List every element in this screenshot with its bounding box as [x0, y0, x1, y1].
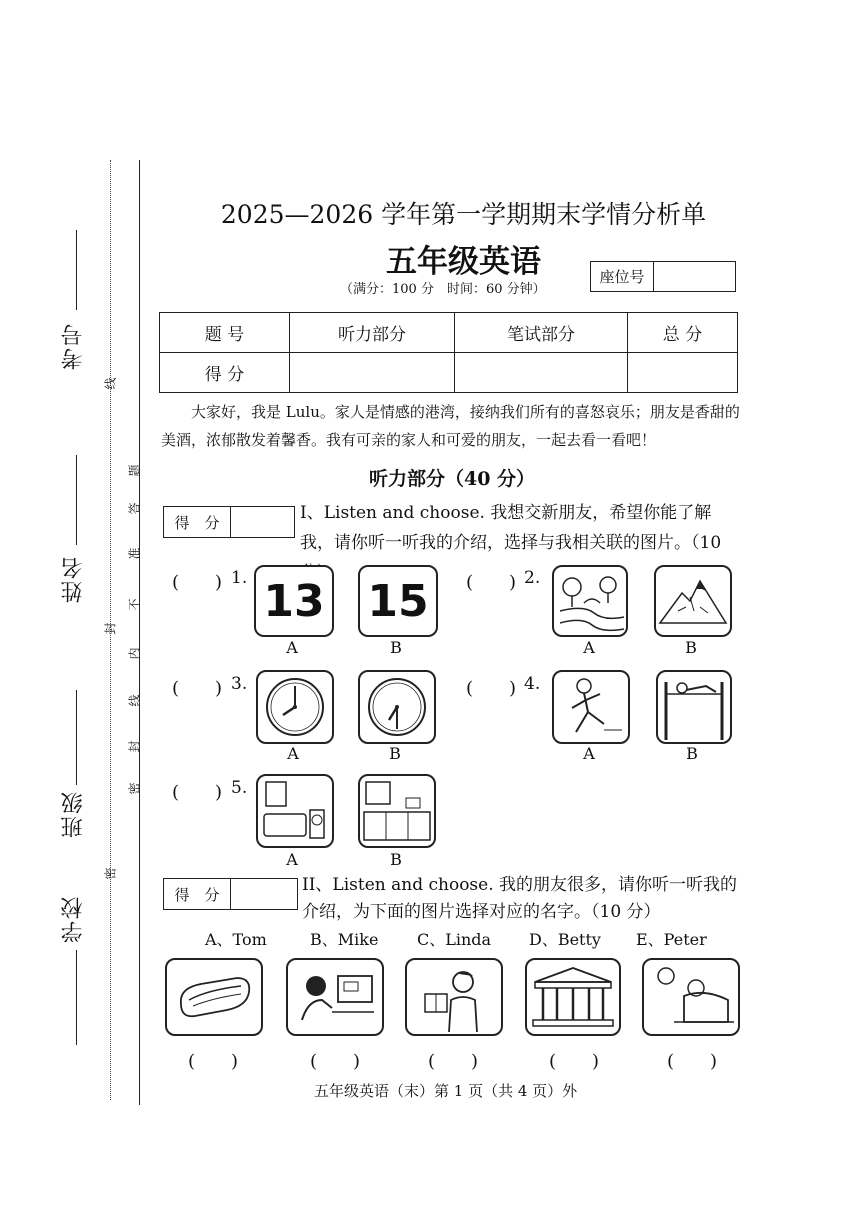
hotdog-icon: [167, 960, 261, 1034]
score-writing-cell[interactable]: [455, 353, 628, 393]
q2-number: 2.: [524, 568, 541, 588]
seal-word: 不: [127, 598, 142, 611]
q3-number: 3.: [231, 674, 248, 694]
answer-paren[interactable]: ( ): [310, 1051, 361, 1072]
part2-score-box[interactable]: [163, 878, 298, 910]
name-option-e: E、Peter: [636, 930, 707, 949]
museum-icon: [527, 960, 619, 1034]
boy-gift-icon: [407, 960, 501, 1034]
class-label: 班级: [61, 790, 86, 838]
seat-label: 座位号: [591, 262, 654, 291]
exam-title: 2025—2026 学年第一学期期末学情分析单: [220, 200, 707, 229]
seal-mark-mid: 封: [103, 622, 118, 635]
score-total-cell[interactable]: [628, 353, 738, 393]
col-listening: 听力部分: [290, 313, 455, 353]
exam-no-label: 考号: [61, 322, 86, 370]
seal-word: 封: [127, 740, 142, 753]
col-writing: 笔试部分: [455, 313, 628, 353]
score-listening-cell[interactable]: [290, 353, 455, 393]
park-river-icon: [554, 567, 626, 635]
q1-label-b: B: [390, 638, 402, 657]
high-jump-icon: [658, 672, 730, 742]
listening-heading: 听力部分（40 分）: [369, 468, 536, 490]
q5-option-b-kitchen-image[interactable]: [358, 774, 436, 848]
picture-hotdog: [165, 958, 263, 1036]
answer-paren[interactable]: ( ): [466, 678, 517, 699]
seal-word: 线: [127, 694, 142, 707]
name-option-b: B、Mike: [310, 930, 379, 949]
picture-boy-gift: [405, 958, 503, 1036]
q3-label-b: B: [389, 744, 401, 763]
seal-word: 准: [127, 547, 142, 560]
q4-label-a: A: [583, 744, 595, 763]
seat-input[interactable]: [654, 262, 735, 291]
clock-eight-icon: [258, 672, 332, 742]
answer-paren[interactable]: ( ): [172, 572, 223, 593]
part1-score-box[interactable]: [163, 506, 295, 538]
q1-option-b[interactable]: [358, 565, 438, 637]
computer-boy-icon: [288, 960, 382, 1034]
name-blank[interactable]: [76, 455, 77, 545]
page-footer: 五年级英语（末）第 1 页（共 4 页）外: [314, 1082, 578, 1100]
picture-sick-in-bed: [642, 958, 740, 1036]
row-score-label: 得 分: [160, 353, 290, 393]
part1-instruction: I、Listen and choose. 我想交新朋友，希望你能了解我，请你听一听我的介绍，选择与我相关联的图片。（10: [300, 503, 722, 553]
q1-label-a: A: [286, 638, 298, 657]
score-input[interactable]: [231, 507, 294, 537]
q5-label-b: B: [390, 850, 402, 869]
q4-option-a-running-image[interactable]: [552, 670, 630, 744]
seal-mark-bottom: 密: [103, 867, 118, 880]
col-question: 题 号: [160, 313, 290, 353]
exam-meta: （满分：100 分 时间：60 分钟）: [340, 282, 546, 297]
kitchen-icon: [360, 776, 434, 846]
class-blank[interactable]: [76, 690, 77, 785]
picture-building: [525, 958, 621, 1036]
name-option-c: C、Linda: [417, 930, 492, 949]
seal-word: 内: [127, 647, 142, 660]
q4-option-b-highjump-image[interactable]: [656, 670, 732, 744]
score-label: 得 分: [164, 879, 231, 909]
seal-word: 答: [127, 502, 142, 515]
name-option-d: D、Betty: [529, 930, 601, 949]
q1-number: 1.: [231, 568, 248, 588]
q2-label-a: A: [583, 638, 595, 657]
q2-label-b: B: [685, 638, 697, 657]
running-boy-icon: [554, 672, 628, 742]
mountain-icon: [656, 567, 730, 635]
q3-option-b-clock-image[interactable]: [358, 670, 436, 744]
name-option-a: A、Tom: [205, 930, 267, 949]
picture-boy-computer: [286, 958, 384, 1036]
seal-mark-line: 线: [103, 377, 118, 390]
q4-label-b: B: [686, 744, 698, 763]
q5-label-a: A: [286, 850, 298, 869]
name-label: 姓名: [61, 555, 86, 603]
answer-paren[interactable]: ( ): [667, 1051, 718, 1072]
answer-paren[interactable]: ( ): [466, 572, 517, 593]
q2-option-a-park-image[interactable]: [552, 565, 628, 637]
intro-paragraph: 大家好，我是 Lulu。家人是情感的港湾，接纳我们所有的喜怒哀乐；朋友是香甜的美酒，浓郁散发着馨香。我有可亲的家人和可爱的朋友，一起去看一看吧！: [161, 403, 740, 449]
col-total: 总 分: [628, 313, 738, 353]
q5-number: 5.: [231, 778, 248, 798]
score-label: 得 分: [164, 507, 231, 537]
seat-number-box[interactable]: [590, 261, 736, 292]
score-table: [159, 312, 738, 393]
school-label: 学校: [61, 895, 86, 943]
clock-half-icon: [360, 672, 434, 742]
score-input[interactable]: [231, 879, 297, 909]
answer-paren[interactable]: ( ): [549, 1051, 600, 1072]
q3-label-a: A: [287, 744, 299, 763]
school-blank[interactable]: [76, 950, 77, 1045]
part2-instruction: II、Listen and choose. 我的朋友很多，请你听一听我的介绍，为下面的图片选择对应的名字。（10 分）: [302, 875, 738, 922]
answer-paren[interactable]: ( ): [188, 1051, 239, 1072]
q2-option-b-mountain-image[interactable]: [654, 565, 732, 637]
answer-paren[interactable]: ( ): [172, 782, 223, 803]
subject-title: 五年级英语: [386, 244, 541, 280]
q5-option-a-bathroom-image[interactable]: [256, 774, 334, 848]
bathroom-icon: [258, 776, 332, 846]
q1-option-a[interactable]: [254, 565, 334, 637]
q1-a-number: 13: [263, 575, 325, 627]
bed-icon: [644, 960, 738, 1034]
margin-solid-line: [139, 160, 140, 1105]
seal-word: 题: [127, 464, 142, 477]
q3-option-a-clock-image[interactable]: [256, 670, 334, 744]
answer-paren[interactable]: ( ): [172, 678, 223, 699]
seal-word: 密: [127, 782, 142, 795]
answer-paren[interactable]: ( ): [428, 1051, 479, 1072]
q4-number: 4.: [524, 674, 541, 694]
q1-b-number: 15: [367, 575, 429, 627]
